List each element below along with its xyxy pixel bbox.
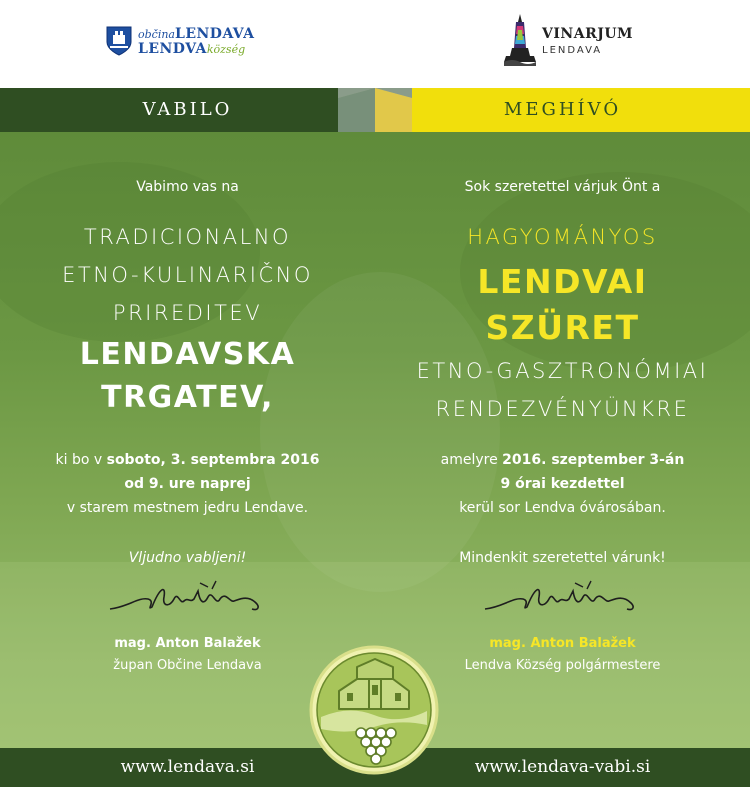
logo-obcina-text: občina (138, 28, 175, 41)
left-date-line (0, 452, 375, 468)
left-title-2: TRGATEV, (101, 380, 274, 415)
right-line-1: HAGYOMÁNYOS (467, 225, 658, 249)
footer-link-lendava-vabi[interactable]: www.lendava-vabi.si (474, 757, 651, 777)
left-time: od 9. ure naprej (124, 476, 251, 492)
vinarium-sub: LENDAVA (542, 45, 603, 56)
lendava-crest-icon (106, 26, 132, 56)
signature-icon (483, 577, 643, 617)
right-signer-name: mag. Anton Balažek (489, 636, 636, 651)
left-signer-role: župan Občine Lendava (113, 658, 262, 673)
right-place: kerül sor Lendva óvárosában. (459, 500, 666, 516)
band-label-vabilo: VABILO (142, 99, 233, 120)
right-greeting: Mindenkit szeretettel várunk! (459, 550, 666, 566)
left-greeting: Vljudno vabljeni! (128, 550, 247, 566)
left-line-3: PRIREDITEV (112, 301, 263, 325)
vinarium-name: VINARJUM (542, 26, 634, 42)
left-signer-name: mag. Anton Balažek (114, 636, 261, 651)
left-line-2: ETNO-KULINARIČNO (62, 263, 313, 287)
vinarium-logo (502, 12, 633, 70)
right-line-2: ETNO-GASZTRONÓMIAI (416, 359, 709, 383)
left-line-1: TRADICIONALNO (83, 225, 292, 249)
left-date: soboto, 3. septembra 2016 (106, 452, 320, 468)
right-date-line (375, 452, 750, 468)
right-date: 2016. szeptember 3-án (502, 452, 685, 468)
footer-link-lendava[interactable]: www.lendava.si (120, 757, 255, 777)
band-label-meghivo: MEGHÍVÓ (503, 99, 622, 120)
logo-name-1: LENDAVA (175, 26, 255, 42)
right-date-prefix: amelyre (440, 452, 503, 468)
left-intro: Vabimo vas na (136, 179, 239, 195)
right-title-2: SZÜRET (485, 308, 640, 347)
right-line-3: RENDEZVÉNYÜNKRE (435, 397, 690, 421)
left-title-1: LENDAVSKA (79, 337, 296, 372)
obcina-lendava-logo (106, 26, 254, 56)
castle-grapes-emblem-icon (309, 645, 439, 775)
vinarium-tower-icon (502, 12, 538, 70)
right-time: 9 órai kezdettel (500, 476, 625, 492)
right-intro: Sok szeretettel várjuk Önt a (464, 179, 661, 195)
right-title-1: LENDVAI (477, 262, 648, 301)
right-signer-role: Lendva Község polgármestere (464, 658, 661, 673)
left-place: v starem mestnem jedru Lendave. (66, 500, 309, 516)
logo-name-2: LENDVA (138, 41, 207, 57)
logo-kozseg-text: község (206, 43, 246, 56)
signature-icon (108, 577, 268, 617)
left-date-prefix: ki bo v (55, 452, 107, 468)
